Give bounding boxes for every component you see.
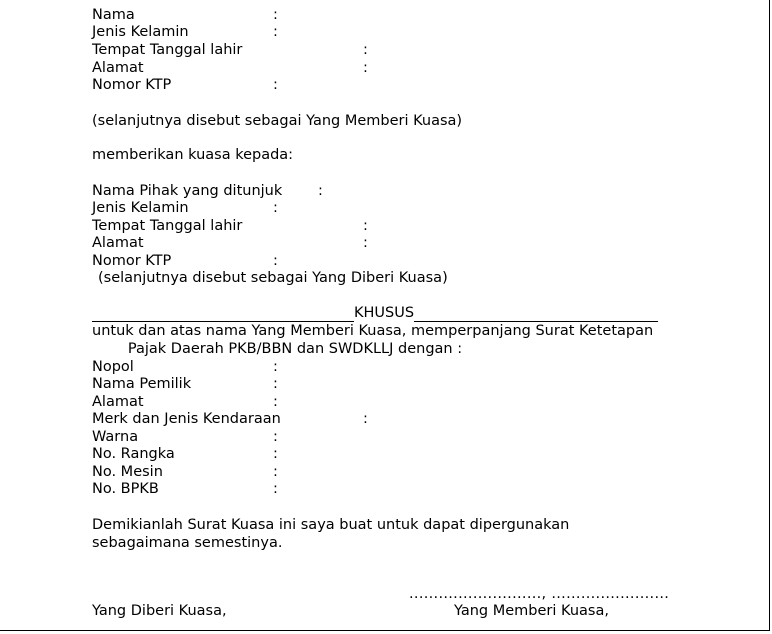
giver-ktp-colon: : (273, 77, 278, 93)
vehicle-address-colon: : (273, 394, 278, 410)
vehicle-bpkb-colon: : (273, 481, 278, 497)
place-date-line: ..........................., ........................ (409, 586, 670, 602)
receiver-gender-colon: : (273, 200, 278, 216)
giver-name-colon: : (273, 7, 278, 23)
giver-address-colon: : (363, 60, 368, 76)
receiver-ktp-colon: : (273, 253, 278, 269)
purpose-line-1: untuk dan atas nama Yang Memberi Kuasa, memperpanjang Surat Ketetapan (92, 323, 654, 339)
receiver-name-label: Nama Pihak yang ditunjuk (92, 183, 283, 199)
intro-text: memberikan kuasa kepada: (92, 147, 294, 163)
receiver-name-colon: : (318, 183, 323, 199)
vehicle-engine-label: No. Mesin (92, 464, 163, 480)
vehicle-owner-label: Nama Pemilik (92, 376, 192, 392)
giver-address-label: Alamat (92, 60, 144, 76)
receiver-birth-label: Tempat Tanggal lahir (92, 218, 243, 234)
heading-title: KHUSUS (354, 305, 415, 321)
vehicle-address-label: Alamat (92, 394, 144, 410)
receiver-note: (selanjutnya disebut sebagai Yang Diberi Kuasa) (98, 270, 448, 286)
giver-birth-label: Tempat Tanggal lahir (92, 42, 243, 58)
vehicle-color-label: Warna (92, 429, 139, 445)
giver-note: (selanjutnya disebut sebagai Yang Memberi Kuasa) (92, 113, 463, 129)
vehicle-brand-colon: : (363, 411, 368, 427)
giver-gender-colon: : (273, 24, 278, 40)
receiver-ktp-label: Nomor KTP (92, 253, 172, 269)
closing-line-1: Demikianlah Surat Kuasa ini saya buat untuk dapat dipergunakan (92, 517, 570, 533)
vehicle-engine-colon: : (273, 464, 278, 480)
vehicle-chassis-label: No. Rangka (92, 446, 175, 462)
receiver-address-colon: : (363, 235, 368, 251)
vehicle-chassis-colon: : (273, 446, 278, 462)
vehicle-nopol-label: Nopol (92, 359, 134, 375)
giver-gender-label: Jenis Kelamin (92, 24, 189, 40)
signature-right: Yang Memberi Kuasa, (454, 603, 609, 619)
signature-left: Yang Diberi Kuasa, (92, 603, 227, 619)
purpose-line-2: Pajak Daerah PKB/BBN dan SWDKLLJ dengan : (127, 341, 463, 357)
vehicle-owner-colon: : (273, 376, 278, 392)
giver-ktp-label: Nomor KTP (92, 77, 172, 93)
vehicle-brand-label: Merk dan Jenis Kendaraan (92, 411, 281, 427)
giver-name-label: Nama (92, 7, 135, 23)
vehicle-nopol-colon: : (273, 359, 278, 375)
vehicle-color-colon: : (273, 429, 278, 445)
receiver-birth-colon: : (363, 218, 368, 234)
vehicle-bpkb-label: No. BPKB (92, 481, 159, 497)
receiver-gender-label: Jenis Kelamin (92, 200, 189, 216)
closing-line-2: sebagaimana semestinya. (92, 535, 283, 551)
giver-birth-colon: : (363, 42, 368, 58)
receiver-address-label: Alamat (92, 235, 144, 251)
